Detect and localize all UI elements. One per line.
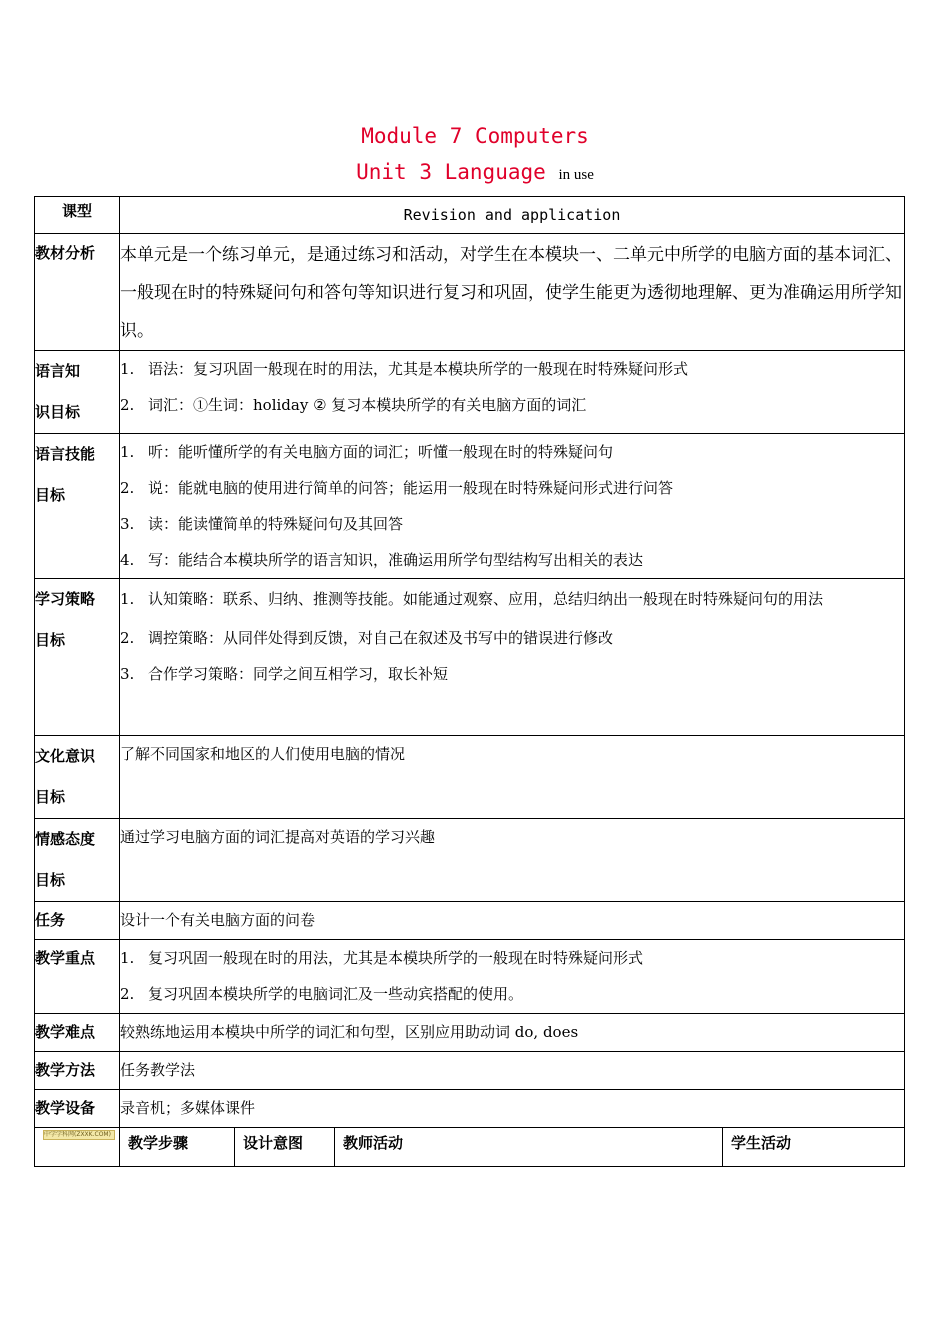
value-knowledge [120, 351, 905, 434]
row-knowledge [35, 351, 905, 434]
value-difficult: 较熟练地运用本模块中所学的词汇和句型，区别应用助动词 do, does [120, 1014, 905, 1052]
item-number: 4. [120, 551, 135, 569]
row-culture [35, 736, 905, 819]
col-steps: 教学步骤 [120, 1128, 235, 1166]
label-task: 任务 [35, 902, 120, 940]
row-skills [35, 434, 905, 579]
row-method [35, 1052, 905, 1090]
list-item [120, 579, 904, 620]
item-number: 2. [120, 479, 135, 497]
subtitle-small: in use [558, 167, 594, 183]
item-number: 3. [120, 665, 135, 683]
item-number: 1. [120, 360, 135, 378]
label-strategy-2: 目标 [35, 631, 66, 649]
value-analysis: 本单元是一个练习单元，是通过练习和活动，对学生在本模块一、二单元中所学的电脑方面的基本词汇、一般现在时的特殊疑问句和答句等知识进行复习和巩固，使学生能更为透彻地理解、更为准确运用所学知识。 [120, 234, 905, 351]
list-item [120, 620, 904, 656]
item-number: 1. [120, 443, 135, 461]
row-equipment [35, 1090, 905, 1128]
list-item [120, 351, 904, 387]
list-item [120, 542, 904, 578]
row-task [35, 902, 905, 940]
label-knowledge-2: 识目标 [35, 403, 81, 421]
label-equipment: 教学设备 [35, 1090, 120, 1128]
label-emotion [35, 819, 120, 902]
label-difficult: 教学难点 [35, 1014, 120, 1052]
label-type: 课型 [35, 197, 120, 234]
item-text: 复习巩固本模块所学的电脑词汇及一些动宾搭配的使用。 [148, 985, 524, 1003]
item-number: 1. [120, 949, 135, 967]
label-skills-1: 语言技能 [35, 445, 96, 463]
list-item [120, 656, 904, 692]
label-analysis: 教材分析 [35, 234, 120, 351]
steps-header [120, 1128, 905, 1167]
list-item [120, 940, 904, 976]
label-knowledge-1: 语言知 [35, 362, 81, 380]
item-number: 2. [120, 629, 135, 647]
item-text: 写：能结合本模块所学的语言知识，准确运用所学句型结构写出相关的表达 [148, 551, 644, 569]
item-number: 1. [120, 590, 135, 608]
item-text: 说：能就电脑的使用进行简单的问答；能运用一般现在时特殊疑问形式进行问答 [148, 479, 674, 497]
page-title: Module 7 Computers [361, 124, 589, 148]
value-culture: 了解不同国家和地区的人们使用电脑的情况 [120, 736, 905, 819]
row-steps [35, 1128, 905, 1167]
list-item [120, 470, 904, 506]
item-number: 2. [120, 396, 135, 414]
list-item [120, 506, 904, 542]
label-culture-1: 文化意识 [35, 747, 96, 765]
label-skills-2: 目标 [35, 486, 66, 504]
label-key: 教学重点 [35, 940, 120, 1014]
value-type: Revision and application [120, 197, 905, 234]
lesson-plan-table [34, 196, 905, 1167]
item-text: 认知策略：联系、归纳、推测等技能。如能通过观察、应用，总结归纳出一般现在时特殊疑问句的用法 [148, 590, 824, 608]
col-intent: 设计意图 [235, 1128, 335, 1166]
value-method: 任务教学法 [120, 1052, 905, 1090]
row-key [35, 940, 905, 1014]
list-item [120, 434, 904, 470]
label-method: 教学方法 [35, 1052, 120, 1090]
label-strategy [35, 579, 120, 736]
col-teacher: 教师活动 [335, 1128, 723, 1166]
list-item [120, 976, 904, 1012]
site-logo: 中学学科网(ZXXK.COM) [43, 1130, 115, 1140]
row-strategy [35, 579, 905, 736]
value-equipment: 录音机；多媒体课件 [120, 1090, 905, 1128]
item-text: 合作学习策略：同学之间互相学习，取长补短 [148, 665, 449, 683]
label-skills [35, 434, 120, 579]
steps-logo-cell [35, 1128, 120, 1167]
row-type [35, 197, 905, 234]
value-key [120, 940, 905, 1014]
row-analysis [35, 234, 905, 351]
label-emotion-1: 情感态度 [35, 830, 96, 848]
label-culture [35, 736, 120, 819]
item-text: 词汇：①生词：holiday ② 复习本模块所学的有关电脑方面的词汇 [148, 396, 587, 414]
item-number: 3. [120, 515, 135, 533]
row-emotion [35, 819, 905, 902]
list-item [120, 387, 904, 423]
item-number: 2. [120, 985, 135, 1003]
value-skills [120, 434, 905, 579]
value-emotion: 通过学习电脑方面的词汇提高对英语的学习兴趣 [120, 819, 905, 902]
value-task: 设计一个有关电脑方面的问卷 [120, 902, 905, 940]
item-text: 调控策略：从同伴处得到反馈，对自己在叙述及书写中的错误进行修改 [148, 629, 614, 647]
col-student: 学生活动 [731, 1134, 792, 1152]
item-text: 复习巩固一般现在时的用法，尤其是本模块所学的一般现在时特殊疑问形式 [148, 949, 644, 967]
row-difficult [35, 1014, 905, 1052]
item-text: 听：能听懂所学的有关电脑方面的词汇；听懂一般现在时的特殊疑问句 [148, 443, 614, 461]
page-subtitle [0, 160, 950, 184]
label-strategy-1: 学习策略 [35, 590, 96, 608]
subtitle-main: Unit 3 Language [356, 160, 546, 184]
value-strategy [120, 579, 905, 736]
item-text: 读：能读懂简单的特殊疑问句及其回答 [148, 515, 404, 533]
label-knowledge [35, 351, 120, 434]
item-text: 语法：复习巩固一般现在时的用法，尤其是本模块所学的一般现在时特殊疑问形式 [148, 360, 689, 378]
label-emotion-2: 目标 [35, 871, 66, 889]
label-culture-2: 目标 [35, 788, 66, 806]
